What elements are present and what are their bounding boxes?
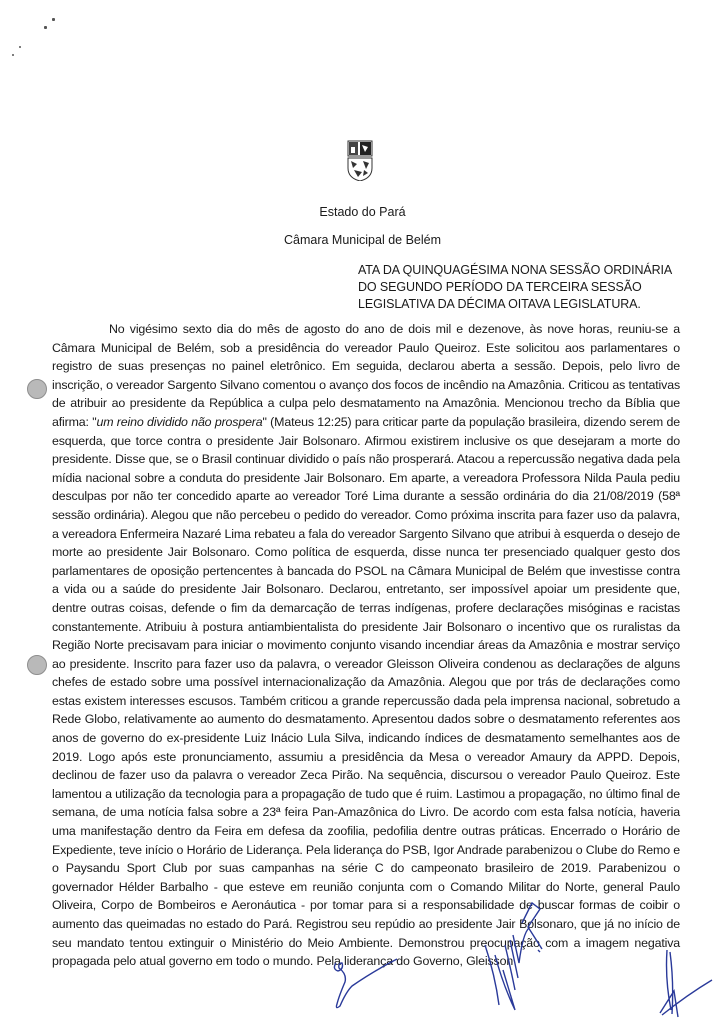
signature-2 — [480, 895, 570, 1020]
body-text-part-1: No vigésimo sexto dia do mês de agosto do ano de dois mil e dezenove, às nove horas, reuniu-se a Câmara Municipal de Belém, sob a presidência do vereador Paulo Queiroz. Este solicitou aos parlamentares o registro de suas presenças no painel eletrônico. Em seguida, declarou aberta a sessão. Depois, pelo livro de inscrição, o vereador Sargento Silvano comentou o avanço dos focos de incêndio na Amazônia. Criticou as tentativas de atribuir ao presidente da República a culpa pelo desmatamento na Amazônia. Mencionou trecho da Bíblia que afirma: " — [52, 322, 680, 429]
state-name: Estado do Pará — [319, 205, 406, 219]
signature-3 — [650, 940, 725, 1020]
minutes-title: ATA DA QUINQUAGÉSIMA NONA SESSÃO ORDINÁRIA DO SEGUNDO PERÍODO DA TERCEIRA SESSÃO LEGISLATIVA DA DÉCIMA OITAVA LEGISLATURA. — [358, 263, 672, 311]
city-coat-of-arms-icon — [345, 139, 375, 181]
bible-quote: um reino dividido não prospera — [96, 414, 263, 429]
punch-hole — [27, 379, 47, 399]
body-text-part-2: " (Mateus 12:25) para criticar parte da população brasileira, dizendo serem de esquerda, que torce contra o presidente Jair Bolsonaro. Afirmou existirem inclusive os que desejaram a morte do presidente. Disse que, se o Brasil continuar dividido o país não prosperará. Atacou a repercussão negativa dada pela mídia nacional sobre a conduta do presidente Jair Bolsonaro. Em aparte, a vereadora Professora Nilda Paula pediu desculpas por não ter concedido aparte ao vereador Toré Lima durante a sessão ordinária do dia 21/08/2019 (58ª sessão ordinária). Alegou que não percebeu o pedido do vereador. Como próxima inscrita para fazer uso da palavra, a vereadora Enfermeira Nazaré Lima rebateu a fala do vereador Sargento Silvano que atribui à esquerda o desejo de morte ao presidente Jair Bolsonaro. Como política de esquerda, disse nunca ter presenciado qualquer gesto dos parlamentares de oposição pertencentes à bancada do PSOL na Câmara Municipal de Belém que investisse contra a vida ou a saúde do presidente Jair Bolsonaro. Declarou, entretanto, ser impossível apoiar um presidente que, dentre outras coisas, defende o fim da demarcação de terras indígenas, profere declarações misóginas e racistas constantemente. Atribuiu à postura antiambientalista do presidente Jair Bolsonaro o incentivo que os ruralistas da Região Norte precisavam para iniciar o movimento conjunto visando incendiar áreas da Amazônia e mostrar serviço ao presidente. Inscrito para fazer uso da palavra, o vereador Gleisson Oliveira condenou as declarações de alguns chefes de estado sobre uma possível internacionalização da Amazônia. Alegou que por trás de declarações como estas existem interesses escusos. Também criticou a grande repercussão dada pela imprensa nacional, sobretudo a Rede Globo, relativamente ao aumento do desmatamento. Apresentou dados sobre o desmatamento referentes aos anos de governo do ex-presidente Luiz Inácio Lula Silva, indicando índices de desmatamento semelhantes aos de 2019. Logo após este pronunciamento, assumiu a presidência da Mesa o vereador Amaury da APPD. Depois, declinou de fazer uso da palavra o vereador Zeca Pirão. Na sequência, discursou o vereador Paulo Queiroz. Este lamentou a utilização da tecnologia para a propagação de tudo que é ruim. Lastimou a propagação, no último final de semana, de uma notícia falsa sobre a 23ª feira Pan-Amazônica do Livro. De acordo com esta falsa notícia, haveria uma manifestação dentro da Feira em defesa da zoofilia, pedofilia dentre outras práticas. Encerrado o Horário de Expediente, teve início o Horário de Liderança. Pela liderança do PSB, Igor Andrade parabenizou o Clube do Remo e o Paysandu Sport Club por suas campanhas na série C do campeonato brasileiro de 2019. Parabenizou o governador Hélder Barbalho - que esteve em reunião conjunta com o Comando Militar do Norte, general Paulo Oliveira, Corpo de Bombeiros e Aeronáutica - por tomar para si a responsabilidade de buscar formas de coibir o aumento das queimadas no estado do Pará. Registrou seu repúdio ao presidente Jair Bolsonaro, que já no início de seu mandato tentou extinguir o Ministério do Meio Ambiente. Demonstrou preocupação com a imagem negativa propagada pelo atual governo em todo o mundo. Pela liderança do Governo, Gleisson — [52, 414, 680, 969]
punch-hole — [27, 655, 47, 675]
signature-1 — [320, 930, 430, 1010]
chamber-name: Câmara Municipal de Belém — [283, 233, 441, 247]
scan-speck — [12, 54, 14, 56]
minutes-body — [52, 320, 680, 971]
scan-speck — [44, 26, 47, 29]
scan-speck — [52, 18, 55, 21]
scan-speck — [19, 46, 21, 48]
